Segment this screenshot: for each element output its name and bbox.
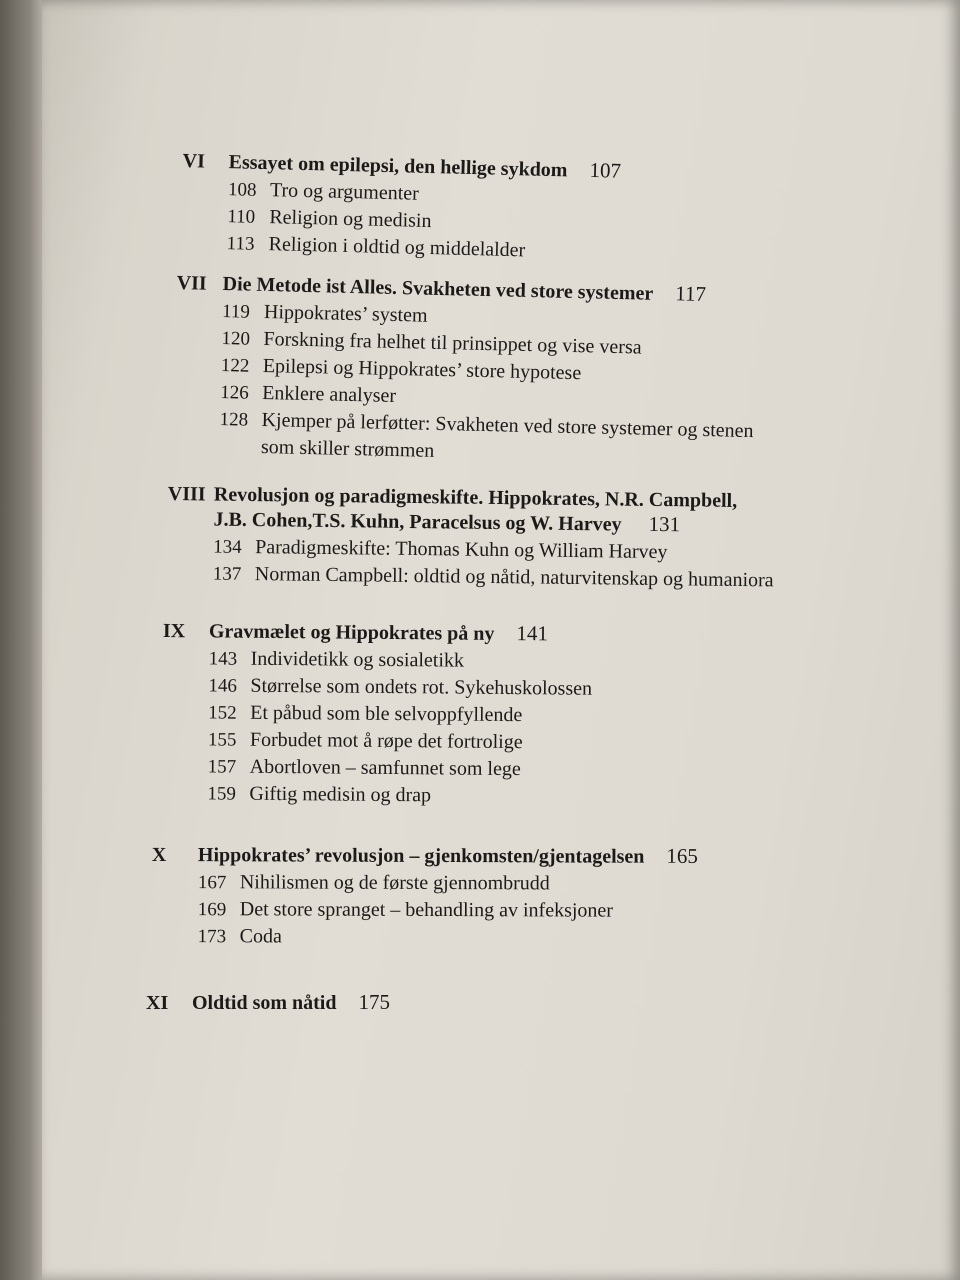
- section-page-number: 167: [197, 872, 227, 894]
- chapter-viii: [167, 482, 775, 594]
- section-page-number: 126: [219, 382, 249, 404]
- chapter-title-line: Revolusjon og paradigmeskifte. Hippokrates, N.R. Campbell,: [213, 483, 738, 512]
- chapter-title-line: Gravmælet og Hippokrates på ny: [208, 620, 495, 645]
- section-title: Forskning fra helhet til prinsippet og vise versa: [263, 327, 642, 359]
- chapter-title-line-2: [213, 507, 737, 538]
- section-title: Individetikk og sosialetikk: [250, 647, 465, 672]
- section-page-number: 137: [212, 563, 242, 585]
- chapter-page-number: 107: [589, 157, 622, 183]
- section-title: Coda: [239, 925, 282, 948]
- section-page-number: 110: [227, 206, 256, 228]
- section-entry: [198, 869, 698, 898]
- chapter-ix: [161, 618, 592, 811]
- section-title-line: Kjemper på lerføtter: Svakheten ved store systemer og stenen: [261, 408, 754, 443]
- section-title: Forbudet mot å røpe det fortrolige: [249, 728, 523, 754]
- section-page-number: 143: [208, 648, 238, 670]
- section-list: [213, 534, 774, 595]
- section-title: Nihilismen og de første gjennombrudd: [239, 871, 550, 895]
- section-title: Religion og medisin: [269, 206, 432, 233]
- chapter-number: IX: [162, 619, 186, 643]
- section-page-number: 169: [197, 899, 227, 921]
- section-title: Giftig medisin og drap: [249, 782, 432, 807]
- chapter-number: VII: [176, 271, 207, 295]
- chapter-number: VIII: [167, 482, 206, 506]
- chapter-heading: [152, 842, 698, 869]
- section-entry: [198, 923, 698, 952]
- chapter-page-number: 131: [648, 511, 681, 537]
- section-title-continuation: som skiller strømmen: [260, 435, 435, 462]
- chapter-title-line: Essayet om epilepsi, den hellige sykdom: [228, 151, 568, 182]
- section-title: Et påbud som ble selvoppfyllende: [250, 701, 523, 727]
- chapter-page-number: 141: [516, 621, 549, 646]
- chapter-number: XI: [146, 992, 169, 1014]
- chapter-number: VI: [182, 149, 206, 173]
- section-list: [207, 645, 592, 810]
- section-entry: [208, 753, 592, 783]
- section-page-number: 122: [220, 355, 250, 377]
- chapter-page-number: 117: [674, 281, 707, 307]
- chapter-heading: [146, 990, 390, 1015]
- section-entry: [213, 561, 774, 595]
- section-page-number: 108: [227, 179, 257, 201]
- chapter-title: [198, 843, 645, 869]
- section-title: [261, 407, 754, 472]
- section-entry: [219, 406, 754, 472]
- section-title: Enklere analyser: [261, 381, 397, 407]
- chapter-xi: [146, 990, 390, 1015]
- section-entry: [207, 780, 591, 810]
- section-entry: [208, 726, 592, 756]
- section-page-number: 146: [208, 675, 237, 697]
- section-title: Abortloven – samfunnet som lege: [249, 755, 521, 781]
- chapter-title: [192, 991, 336, 1015]
- section-entry: [209, 645, 593, 675]
- section-page-number: 128: [219, 409, 249, 431]
- section-page-number: 113: [226, 233, 255, 255]
- chapter-title-line-2-text: J.B. Cohen,T.S. Kuhn, Paracelsus og W. Harvey: [213, 508, 622, 536]
- section-page-number: 157: [207, 756, 237, 778]
- section-title: Størrelse som ondets rot. Sykehuskolossen: [250, 674, 593, 700]
- section-page-number: 120: [221, 328, 251, 350]
- chapter-title-line: Die Metode ist Alles. Svakheten ved store systemer: [222, 273, 654, 305]
- section-list: [219, 298, 757, 472]
- section-title: Epilepsi og Hippokrates’ store hypotese: [262, 354, 582, 385]
- section-page-number: 134: [213, 536, 242, 558]
- chapter-page-number: 175: [358, 990, 390, 1014]
- chapter-x: [152, 842, 698, 952]
- section-title: Tro og argumenter: [269, 179, 420, 205]
- chapter-title-line: Oldtid som nåtid: [192, 992, 337, 1014]
- section-title: Hippokrates’ system: [263, 300, 428, 327]
- section-page-number: 119: [221, 301, 251, 323]
- section-title: Religion i oldtid og middelalder: [268, 233, 526, 262]
- section-entry: [198, 896, 698, 925]
- chapter-vi: [180, 148, 621, 267]
- section-title: Norman Campbell: oldtid og nåtid, naturvitenskap og humaniora: [254, 563, 774, 592]
- chapter-title: [213, 483, 737, 538]
- chapter-title: [209, 619, 495, 645]
- section-page-number: 173: [197, 926, 227, 948]
- section-title: Paradigmeskifte: Thomas Kuhn og William Harvey: [255, 536, 668, 564]
- chapter-page-number: 165: [666, 843, 698, 868]
- chapter-vii: [173, 270, 757, 472]
- section-entry: [208, 672, 592, 702]
- chapter-heading: [163, 618, 593, 647]
- section-page-number: 155: [207, 729, 237, 751]
- section-list: [226, 176, 620, 267]
- section-page-number: 152: [208, 702, 237, 724]
- chapter-title-line: Hippokrates’ revolusjon – gjenkomsten/gjentagelsen: [197, 844, 645, 868]
- chapter-heading: [167, 482, 774, 538]
- section-list: [198, 869, 698, 952]
- section-title: Det store spranget – behandling av infeksjoner: [239, 898, 614, 922]
- section-entry: [208, 699, 592, 729]
- chapter-number: X: [151, 844, 167, 867]
- section-page-number: 159: [207, 783, 237, 805]
